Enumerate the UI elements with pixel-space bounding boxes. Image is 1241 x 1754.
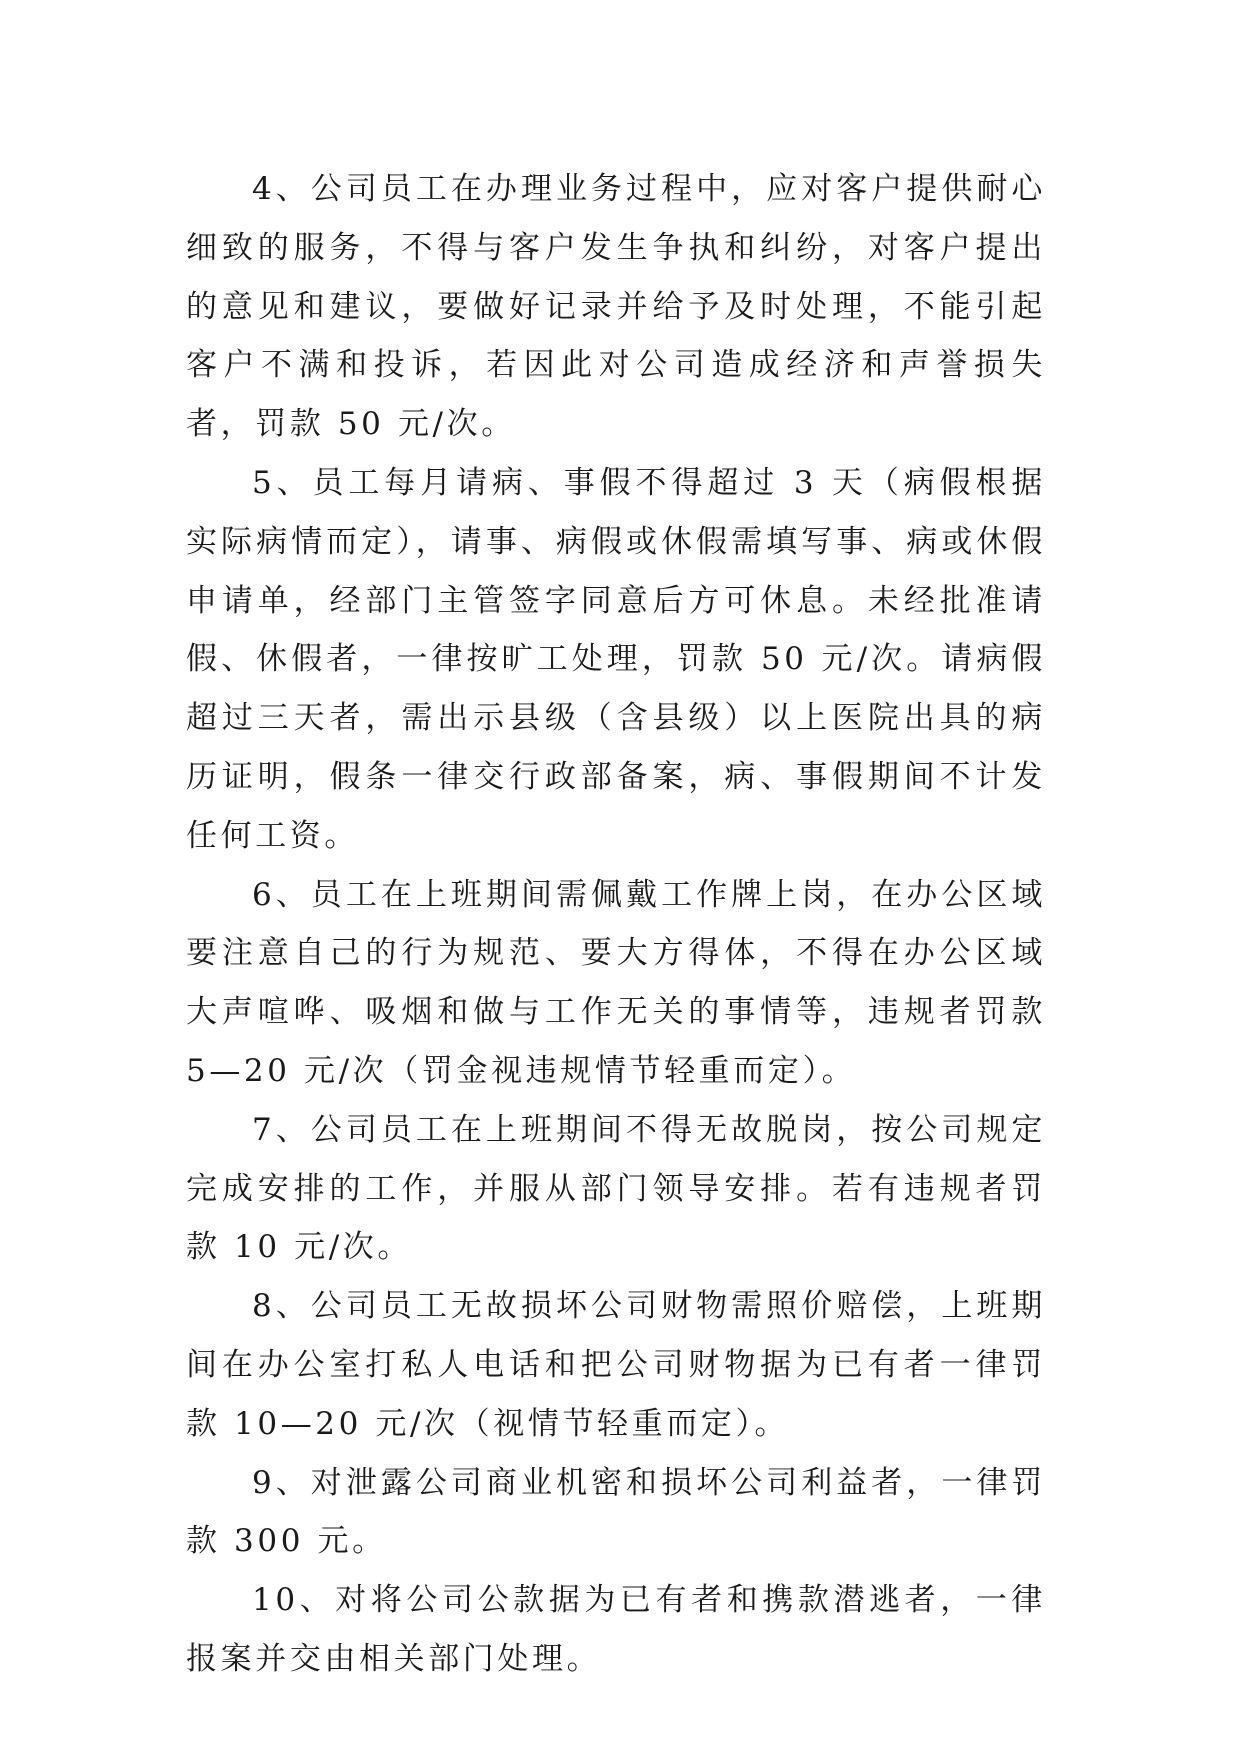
paragraph-item-4: 4、公司员工在办理业务过程中，应对客户提供耐心细致的服务，不得与客户发生争执和纠纷，对客户提出的意见和建议，要做好记录并给予及时处理，不能引起客户不满和投诉，若因此对公司造成经济和声誉损失者，罚款 50 元/次。	[186, 171, 1046, 443]
paragraph-item-7: 7、公司员工在上班期间不得无故脱岗，按公司规定完成安排的工作，并服从部门领导安排。若有违规者罚款 10 元/次。	[186, 1111, 1046, 1266]
paragraph-item-6: 6、员工在上班期间需佩戴工作牌上岗，在办公区域要注意自己的行为规范、要大方得体，不得在办公区域大声喧哗、吸烟和做与工作无关的事情等，违规者罚款 5—20 元/次（罚金视违规情节轻重而定）。	[186, 876, 1060, 1089]
paragraph-item-9: 9、对泄露公司商业机密和损坏公司利益者，一律罚款 300 元。	[186, 1464, 1046, 1560]
paragraph-item-10: 10、对将公司公款据为已有者和携款潜逃者，一律报案并交由相关部门处理。	[186, 1582, 1046, 1677]
document-body	[186, 160, 1060, 1689]
paragraph-item-5: 5、员工每月请病、事假不得超过 3 天（病假根据实际病情而定），请事、病假或休假需填写事、病或休假申请单，经部门主管签字同意后方可休息。未经批准请假、休假者，一律按旷工处理，罚款 50 元/次。请病假超过三天者，需出示县级（含县级）以上医院出具的病历证明，假条一律交行政部备案，病、事假期间不计发任何工资。	[186, 464, 1046, 854]
paragraph-item-8: 8、公司员工无故损坏公司财物需照价赔偿，上班期间在办公室打私人电话和把公司财物据为已有者一律罚款 10—20 元/次（视情节轻重而定）。	[186, 1288, 1046, 1442]
